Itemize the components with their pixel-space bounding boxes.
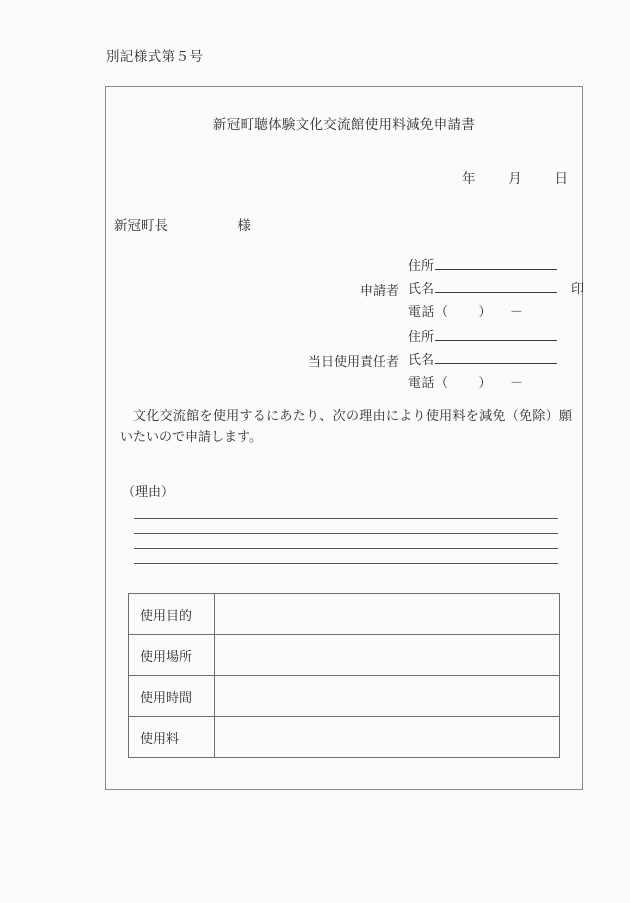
table-row [129,594,560,635]
usage-info-table [128,593,560,758]
addressee-honorific: 様 [237,218,251,233]
applicant-address-label: 住所 [408,258,435,273]
responsible-name-input[interactable] [435,349,557,364]
responsible-person-fields [408,326,557,394]
addressee-line [114,214,251,234]
document-title: 新冠町聴体験文化交流館使用料減免申請書 [212,117,476,132]
reason-label: （理由） [122,484,175,499]
applicant-seal-icon: 印 [571,281,585,296]
applicant-name-label: 氏名 [408,281,435,296]
responsible-person-label: 当日使用責任者 [307,353,399,369]
form-number-label: 別記様式第５号 [106,49,204,64]
responsible-phone-open-paren: （ [435,375,449,390]
applicant-phone-close-paren: ） [478,304,493,319]
responsible-person-block [302,326,557,394]
table-row [129,676,560,717]
responsible-phone-dash: － [510,375,524,390]
row-label-time: 使用時間 [129,676,215,717]
applicant-name-row [408,278,584,300]
reason-line[interactable] [134,520,558,534]
reason-line[interactable] [134,505,558,519]
applicant-phone-row [408,301,584,323]
responsible-phone-close-paren: ） [478,375,493,390]
reason-line[interactable] [134,535,558,549]
applicant-label: 申請者 [359,282,399,298]
responsible-phone-row [408,372,557,394]
body-paragraph: 文化交流館を使用するにあたり、次の理由により使用料を減免（免除）願いたいので申請します。 [120,408,572,444]
date-month-label: 月 [508,171,522,186]
date-year-label: 年 [462,171,476,186]
applicant-phone-dash: － [510,304,524,319]
applicant-name-input[interactable] [435,278,557,293]
row-value-location[interactable] [214,635,559,676]
row-value-time[interactable] [214,676,559,717]
table-row [129,635,560,676]
row-label-purpose: 使用目的 [129,594,215,635]
addressee-recipient: 新冠町長 [114,218,168,233]
applicant-phone-label: 電話 [408,304,436,319]
applicant-block [302,255,584,323]
applicant-address-input[interactable] [435,255,557,270]
table-row [129,717,560,758]
row-value-purpose[interactable] [214,594,559,635]
reason-lines [134,505,558,565]
date-line [462,167,568,187]
applicant-fields [408,255,584,323]
responsible-name-label: 氏名 [408,352,435,367]
row-label-location: 使用場所 [129,635,215,676]
reason-line[interactable] [134,550,558,564]
row-label-fee: 使用料 [129,717,215,758]
responsible-address-input[interactable] [435,326,557,341]
responsible-phone-label: 電話 [408,375,436,390]
applicant-phone-open-paren: （ [435,304,449,319]
form-sheet [105,86,583,790]
responsible-address-row [408,326,557,348]
row-value-fee[interactable] [214,717,559,758]
responsible-name-row [408,349,557,371]
applicant-address-row [408,255,584,277]
responsible-address-label: 住所 [408,329,435,344]
date-day-label: 日 [554,171,568,186]
